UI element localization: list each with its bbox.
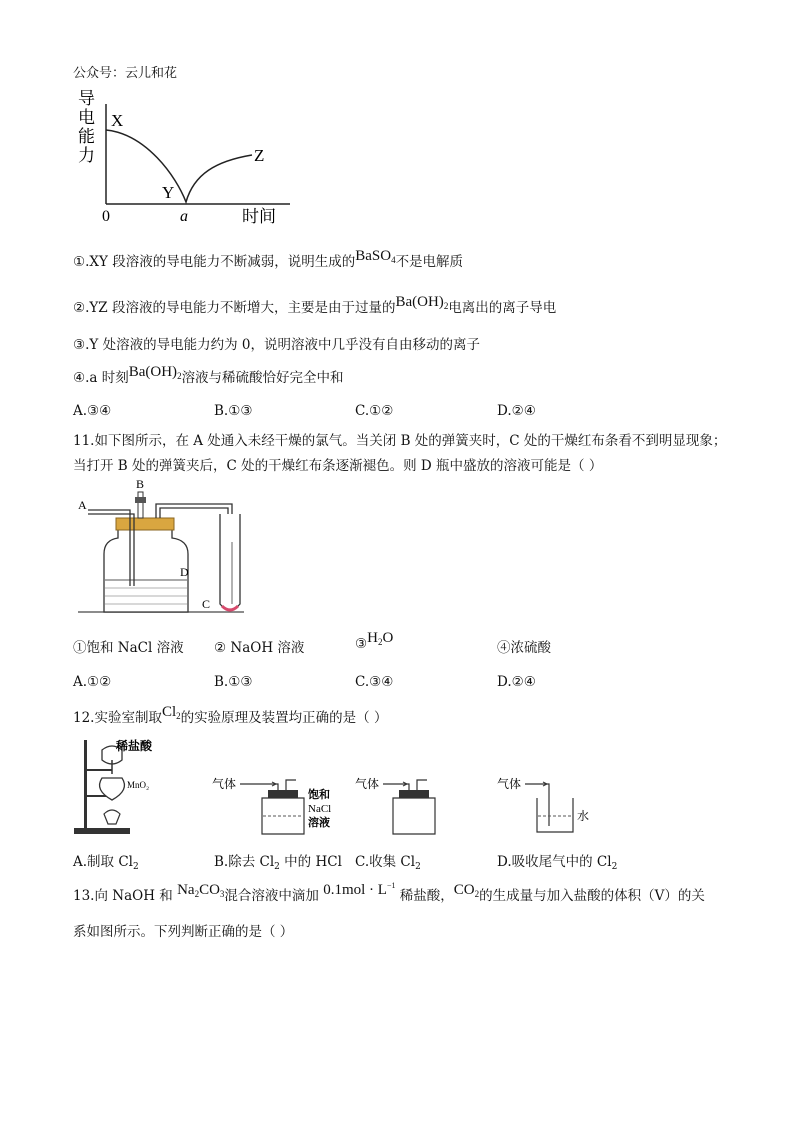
q12-stem: 12.实验室制取$Cl_2$的实验原理及装置均正确的是（ ） [73,704,388,726]
bottle-stopper [116,518,174,530]
label-gas-b: 气体 [212,777,237,791]
label-d: D [180,565,189,579]
label-gas-d: 气体 [497,777,522,791]
label-a: A [78,498,87,512]
label-saturated: 饱和 [308,789,330,801]
clamp-b [135,497,146,503]
q11-option-b: B.①③ [214,674,253,690]
graph-point-z: Z [254,146,265,165]
stopper-b [268,790,298,798]
graph-ylabel-2: 电 [78,108,95,127]
q11-option-c: C.③④ [355,674,394,690]
graph-point-x: X [111,111,124,130]
graph-point-y: Y [162,183,175,202]
graph-ylabel-1: 导 [78,89,95,108]
graph-origin: 0 [102,208,110,225]
graph-point-a: a [180,208,188,225]
label-dilute-hcl: 稀盐酸 [116,739,153,753]
stopper-c [399,790,429,798]
iron-stand-rod [84,740,87,830]
label-b: B [136,477,145,491]
label-solution: 溶液 [308,817,330,829]
q11-stem-line1: 11.如下图所示，在 A 处通入未经干燥的氯气。当关闭 B 处的弹簧夹时，C 处的干燥红布条看不到明显现象； [73,433,727,449]
graph-xlabel: 时间 [242,207,276,226]
beaker-d [537,798,573,832]
label-c: C [202,597,211,611]
q13-stem-line2: 系如图所示。下列判断正确的是（ ） [73,924,294,940]
graph-curve [106,130,252,202]
q12-figure-b [212,772,342,842]
q11-choice-2: ② NaOH 溶液 [214,640,305,656]
q12-option-d: D.吸收尾气中的 $Cl_2$ [497,854,618,872]
q11-choice-3: $③H_2O$ [355,630,394,652]
red-cloth-strip [222,606,238,610]
q12-figure-c [355,772,445,842]
q10-statement-4: ④.a 时刻$Ba(OH)_2$溶液与稀硫酸恰好完全中和 [73,364,344,386]
q10-statement-2: ②.YZ 段溶液的导电能力不断增大，主要是由于过量的$Ba(OH)_2$电离出的离子导电 [73,294,557,316]
alcohol-lamp [104,810,120,824]
q13-stem-line1: 13.向 NaOH 和 $Na_2CO_3$混合溶液中滴加 $0.1mol \cdot L^{-1}$ 稀盐酸，$CO_2$的生成量与加入盐酸的体积（V）的关 [73,881,705,904]
label-mno2: MnO₂ [127,780,150,790]
graph-ylabel-3: 能 [78,127,95,146]
q11-option-d: D.②④ [497,674,536,690]
q12-option-a: A.制取 $Cl_2$ [73,854,139,872]
q11-choice-1: ①饱和 NaCl 溶液 [73,640,184,656]
q10-option-d: D.②④ [497,403,536,419]
label-gas-c: 气体 [355,777,380,791]
header-account: 公众号：云儿和花 [73,66,178,81]
q11-stem-line2: 当打开 B 处的弹簧夹后，C 处的干燥红布条逐渐褪色。则 D 瓶中盛放的溶液可能是（ ） [73,458,603,474]
graph-ylabel-4: 力 [78,146,95,165]
label-nacl: NaCl [308,803,332,815]
bottle-c [393,798,435,834]
test-tube-c [220,514,240,610]
q10-option-b: B.①③ [214,403,253,419]
q10-statement-3: ③.Y 处溶液的导电能力约为 0，说明溶液中几乎没有自由移动的离子 [73,337,480,353]
q12-option-b: B.除去 $Cl_2$ 中的 HCl [214,854,342,872]
q10-option-a: A.③④ [73,403,112,419]
q12-figure-d [497,772,607,842]
q11-option-a: A.①② [73,674,112,690]
branch-tube [138,492,143,518]
q11-choice-4: ④浓硫酸 [497,640,551,656]
conductivity-graph [76,86,296,228]
q12-figure-a [72,738,182,838]
q10-statement-1: ①.XY 段溶液的导电能力不断减弱，说明生成的BaSO$_4$不是电解质 [73,248,464,270]
q12-option-c: C.收集 $Cl_2$ [355,854,421,872]
q10-option-c: C.①② [355,403,394,419]
q11-apparatus [76,476,246,618]
bottle-d [104,528,188,612]
label-water: 水 [577,809,590,823]
iron-stand-base [74,828,130,834]
